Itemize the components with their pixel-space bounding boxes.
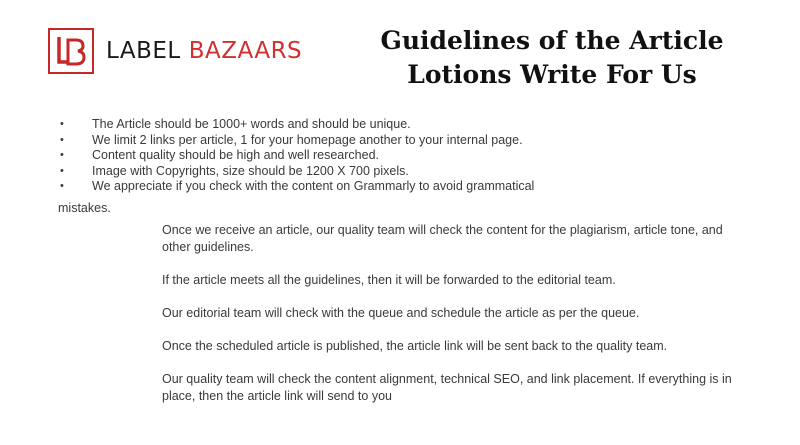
logo-wordmark: [106, 38, 302, 64]
process-step: Our quality team will check the content alignment, technical SEO, and link placement. If everything is in place, then the article link will send to you: [162, 372, 732, 403]
brand-logo: [48, 28, 302, 74]
logo-mark-icon: [48, 28, 94, 74]
bullet-icon: •: [60, 149, 64, 161]
process-step: Once the scheduled article is published, the article link will be sent back to the quality team.: [162, 339, 668, 353]
guideline-item: • Image with Copyrights, size should be 1200 X 700 pixels.: [60, 163, 409, 178]
process-step: Our editorial team will check with the queue and schedule the article as per the queue.: [162, 306, 640, 320]
page-title-line-2: Lotions Write For Us: [407, 60, 697, 89]
guideline-item: • Content quality should be high and well researched.: [60, 148, 379, 162]
guidelines-list: [58, 117, 698, 195]
bullet-icon: •: [60, 133, 64, 146]
bullet-icon: •: [60, 164, 64, 177]
process-steps: [162, 222, 752, 421]
bullet-icon: •: [60, 118, 64, 130]
process-step: If the article meets all the guidelines, then it will be forwarded to the editorial team.: [162, 273, 616, 287]
guideline-item-continuation: mistakes.: [58, 201, 111, 215]
logo-word-bazaars: BAZAARS: [188, 38, 303, 64]
guideline-item: • We limit 2 links per article, 1 for your homepage another to your internal page.: [60, 132, 523, 147]
bullet-icon: •: [60, 180, 64, 192]
guideline-item: • We appreciate if you check with the content on Grammarly to avoid grammatical: [60, 179, 535, 193]
logo-word-label: LABEL: [106, 38, 181, 64]
process-step: Once we receive an article, our quality team will check the content for the plagiarism, article tone, and other guidelines.: [162, 223, 723, 254]
guideline-item: • The Article should be 1000+ words and should be unique.: [60, 117, 411, 131]
page-title: [372, 24, 732, 92]
page-title-line-1: Guidelines of the Article: [380, 26, 724, 55]
